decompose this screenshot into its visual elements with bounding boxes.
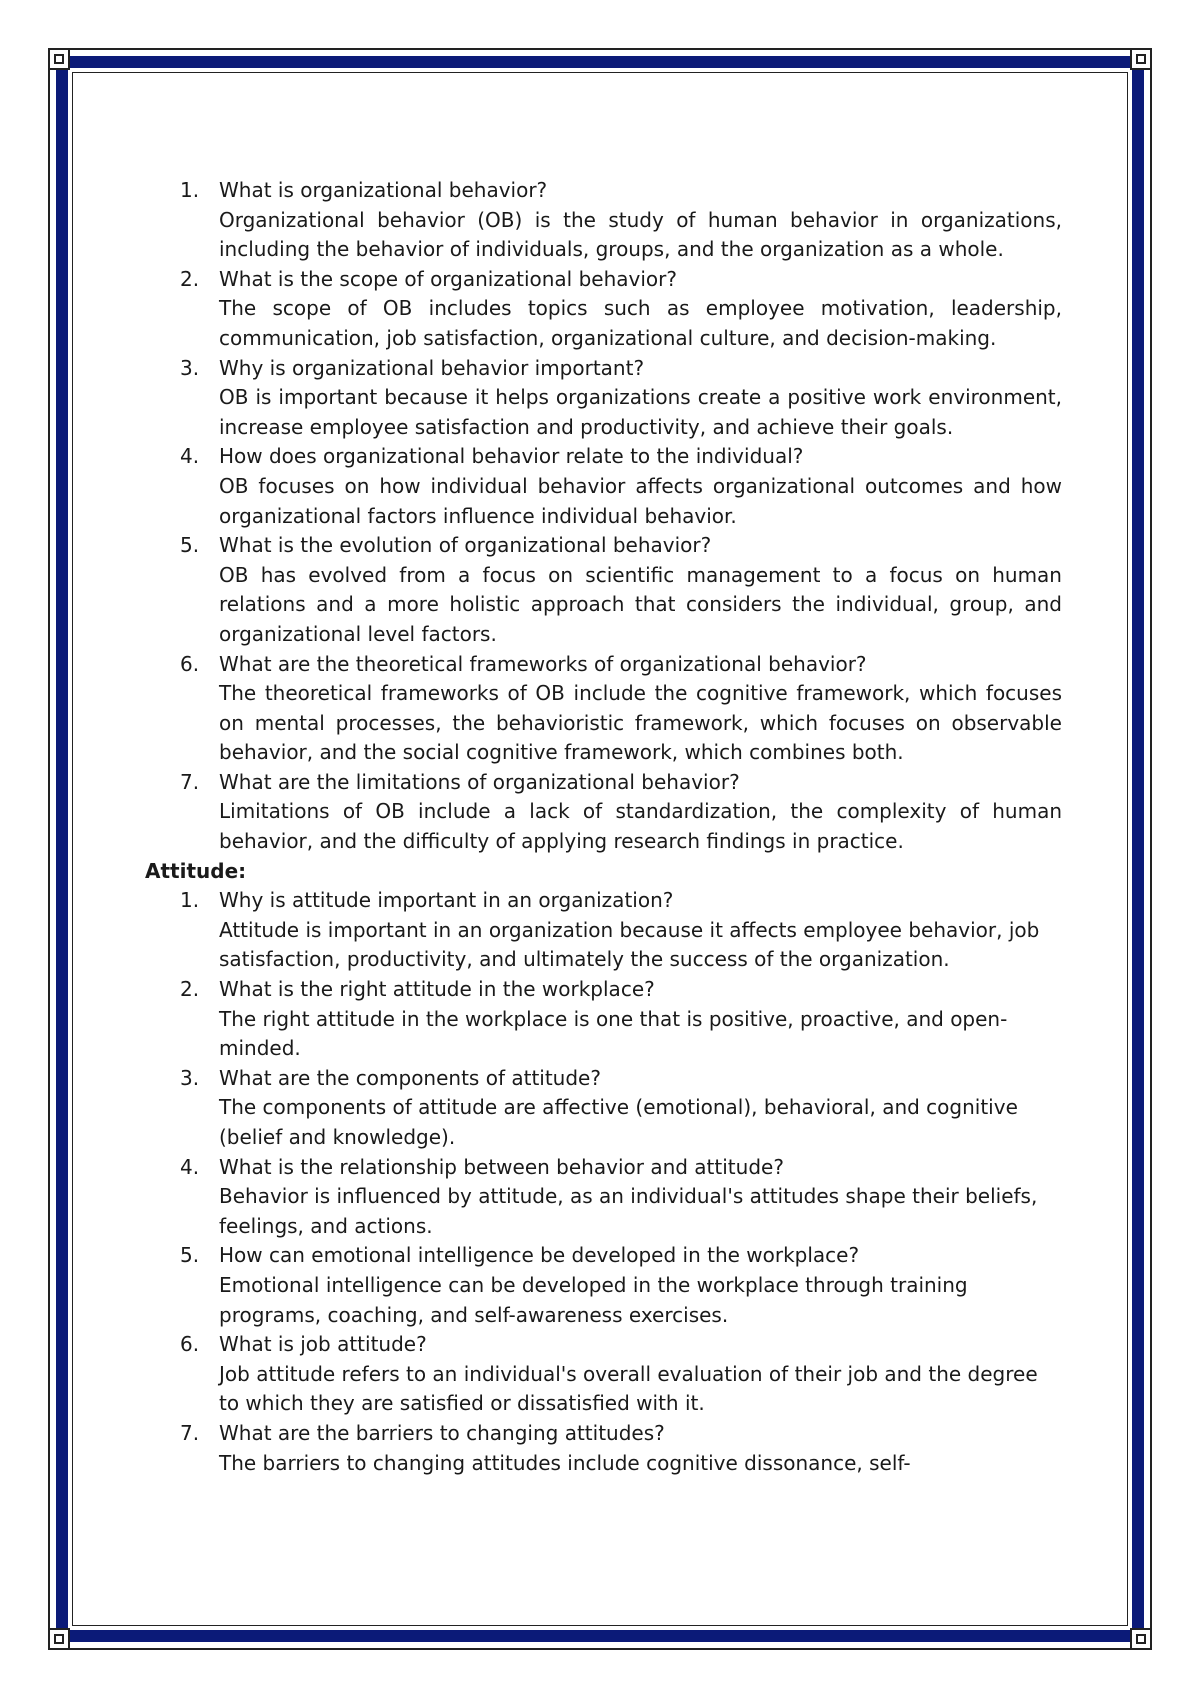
qa-item xyxy=(142,354,1062,443)
answer: The components of attitude are affective (emotional), behavioral, and cognitive (belief and knowledge). xyxy=(219,1095,1018,1149)
qa-item xyxy=(142,531,1062,649)
qa-item xyxy=(142,1330,1062,1419)
question: What are the barriers to changing attitudes? xyxy=(219,1420,665,1445)
list-number: 7. xyxy=(180,769,200,794)
qa-item xyxy=(142,1241,1062,1330)
question: What are the limitations of organizational behavior? xyxy=(219,769,740,794)
answer: Job attitude refers to an individual's overall evaluation of their job and the degree to which they are satisfied or dissatisfied with it. xyxy=(219,1361,1038,1416)
list-number: 4. xyxy=(180,444,200,469)
answer: The scope of OB includes topics such as employee motivation, leadership, communication, job satisfaction, organizational culture, and decision-making. xyxy=(219,296,1062,350)
question: What is the scope of organizational behavior? xyxy=(219,266,677,291)
qa-item xyxy=(142,650,1062,768)
answer: OB is important because it helps organizations create a positive work environment, increase employee satisfaction and productivity, and achieve their goals. xyxy=(219,385,1062,439)
qa-item xyxy=(142,1064,1062,1153)
qa-item xyxy=(142,176,1062,265)
question: What is organizational behavior? xyxy=(219,178,548,202)
list-number: 2. xyxy=(180,266,200,291)
list-number: 1. xyxy=(180,888,200,913)
list-number: 6. xyxy=(180,1332,200,1357)
answer: The barriers to changing attitudes include cognitive dissonance, self- xyxy=(219,1450,911,1475)
question: What is the right attitude in the workplace? xyxy=(219,977,655,1002)
list-number: 3. xyxy=(180,1065,200,1090)
list-number: 4. xyxy=(180,1154,200,1179)
answer: Organizational behavior (OB) is the study of human behavior in organizations, including the behavior of individuals, groups, and the organization as a whole. xyxy=(219,207,1062,262)
section-heading-attitude: Attitude: xyxy=(145,858,247,883)
border-corner-ornament xyxy=(48,1628,70,1650)
answer: The right attitude in the workplace is one that is positive, proactive, and open-minded. xyxy=(219,1006,1008,1061)
qa-item xyxy=(142,886,1062,975)
answer: Behavior is influenced by attitude, as an individual's attitudes shape their beliefs, feelings, and actions. xyxy=(219,1184,1038,1238)
question: How can emotional intelligence be developed in the workplace? xyxy=(219,1243,860,1268)
question: Why is attitude important in an organization? xyxy=(219,888,674,913)
answer: The theoretical frameworks of OB include the cognitive framework, which focuses on mental processes, the behavioristic framework, which focuses on observable behavior, and the social cognitive framework, which combines both. xyxy=(219,681,1062,765)
question: What is job attitude? xyxy=(219,1332,427,1357)
qa-item xyxy=(142,265,1062,354)
question: What is the relationship between behavior and attitude? xyxy=(219,1154,784,1179)
qa-item xyxy=(142,1153,1062,1242)
border-corner-ornament xyxy=(1130,48,1152,70)
list-number: 5. xyxy=(180,533,200,558)
qa-item xyxy=(142,1419,1062,1478)
qa-item xyxy=(142,975,1062,1064)
list-number: 1. xyxy=(180,178,200,202)
question: What is the evolution of organizational behavior? xyxy=(219,533,712,558)
answer: OB has evolved from a focus on scientific management to a focus on human relations and a more holistic approach that considers the individual, group, and organizational level factors. xyxy=(219,562,1062,646)
list-number: 2. xyxy=(180,977,200,1002)
list-number: 3. xyxy=(180,355,200,380)
answer: Emotional intelligence can be developed in the workplace through training programs, coaching, and self-awareness exercises. xyxy=(219,1272,968,1327)
document-body xyxy=(142,176,1062,1631)
answer: Attitude is important in an organization because it affects employee behavior, job satisfaction, productivity, and ultimately the success of the organization. xyxy=(219,917,1040,972)
qa-item xyxy=(142,442,1062,531)
question: Why is organizational behavior important? xyxy=(219,355,645,380)
list-number: 7. xyxy=(180,1420,200,1445)
border-corner-ornament xyxy=(1130,1628,1152,1650)
border-corner-ornament xyxy=(48,48,70,70)
answer: Limitations of OB include a lack of standardization, the complexity of human behavior, and the difficulty of applying research findings in practice. xyxy=(219,799,1062,854)
question: What are the components of attitude? xyxy=(219,1065,601,1090)
qa-item xyxy=(142,768,1062,857)
list-number: 5. xyxy=(180,1243,200,1268)
question: What are the theoretical frameworks of organizational behavior? xyxy=(219,651,867,676)
question: How does organizational behavior relate to the individual? xyxy=(219,444,804,469)
list-number: 6. xyxy=(180,651,200,676)
answer: OB focuses on how individual behavior affects organizational outcomes and how organizational factors influence individual behavior. xyxy=(219,473,1062,528)
